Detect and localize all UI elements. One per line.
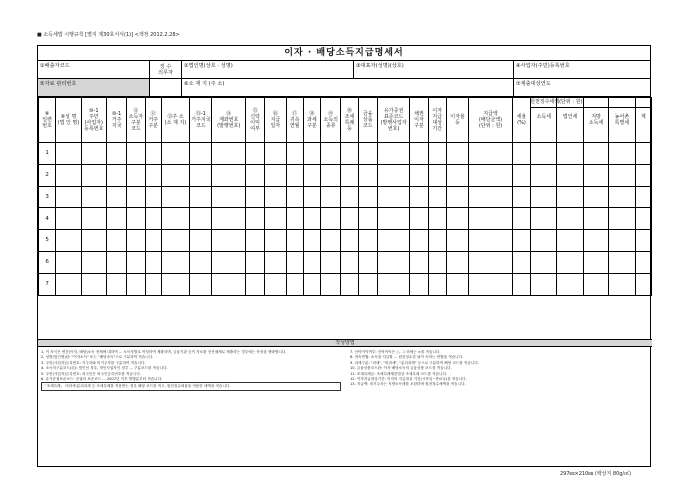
entry-cell[interactable] — [377, 251, 409, 273]
instruction-item: 3. 주민(사업자)등록번호: 거주자와 비거주자를 구분하여 적습니다. — [41, 360, 146, 365]
entry-cell[interactable] — [81, 186, 106, 208]
entry-cell[interactable] — [428, 143, 446, 165]
column-header-21: 지급액 (배당금액) (단위 : 원) — [469, 98, 513, 143]
column-header-3: ⑩-1 주민 (사업자) 등록번호 — [81, 98, 106, 143]
column-header-7: ⑬주 소 (소 재 지) — [161, 98, 189, 143]
column-header-8: ⑬-1 거주지국 코드 — [190, 98, 212, 143]
instruction-item: 9. 과세구분: "과세", "비과세", "분리과세" 등으로 구분하여 해당 코드를 적습니다. — [350, 360, 479, 365]
column-header-12: ⑰ 귀속 연월 — [286, 98, 303, 143]
entry-cell[interactable] — [358, 208, 377, 230]
entry-cell[interactable] — [583, 208, 608, 230]
column-header-25: 지방 소득세 — [583, 98, 608, 143]
entry-cell[interactable] — [635, 186, 651, 208]
entry-cell[interactable] — [265, 251, 286, 273]
entry-cell[interactable] — [410, 143, 428, 165]
entry-cell[interactable] — [212, 186, 245, 208]
entry-cell[interactable] — [446, 208, 468, 230]
entry-cell[interactable] — [127, 186, 145, 208]
entry-cell[interactable] — [531, 230, 557, 252]
withholding-tax-group-label: 원천징수세액(단위 : 원) — [530, 97, 557, 108]
column-header-18: 채권 이자 구분 — [410, 98, 428, 143]
entry-cell[interactable] — [321, 273, 341, 295]
entry-cell[interactable] — [583, 230, 608, 252]
entry-cell[interactable] — [127, 230, 145, 252]
entry-cell[interactable] — [321, 186, 341, 208]
entry-cell[interactable] — [583, 273, 608, 295]
column-header-22: 세율 (%) — [512, 98, 530, 143]
data-management-number-field[interactable]: ⑤자료 관리번호 — [38, 79, 150, 96]
column-header-11: ⑯ 지급 일자 — [265, 98, 286, 143]
entry-cell[interactable] — [161, 143, 189, 165]
entry-cell[interactable] — [212, 164, 245, 186]
entry-cell[interactable] — [341, 230, 358, 252]
entry-cell[interactable] — [358, 230, 377, 252]
entry-cell[interactable] — [81, 164, 106, 186]
entry-cell[interactable] — [303, 208, 320, 230]
entry-cell[interactable] — [81, 273, 106, 295]
entry-cell[interactable] — [377, 230, 409, 252]
entry-cell[interactable] — [446, 164, 468, 186]
entry-cell[interactable] — [428, 186, 446, 208]
entry-cell[interactable] — [583, 186, 608, 208]
row-number: 2 — [39, 164, 56, 186]
column-header-9: ⑭ 계좌번호 (발행번호) — [212, 98, 245, 143]
entry-cell[interactable] — [321, 251, 341, 273]
entry-cell[interactable] — [583, 164, 608, 186]
row-number: 4 — [39, 208, 56, 230]
entry-cell[interactable] — [557, 164, 583, 186]
entry-cell[interactable] — [245, 208, 264, 230]
column-header-20: 이자율 등 — [446, 98, 468, 143]
entry-cell[interactable] — [161, 230, 189, 252]
entry-cell[interactable] — [358, 273, 377, 295]
entry-cell[interactable] — [106, 143, 126, 165]
entry-cell[interactable] — [56, 143, 81, 165]
entry-cell[interactable] — [341, 164, 358, 186]
business-number-field[interactable]: ④사업자(주민)등록번호 — [516, 63, 570, 69]
entry-cell[interactable] — [557, 251, 583, 273]
entry-cell[interactable] — [106, 208, 126, 230]
entry-cell[interactable] — [341, 208, 358, 230]
table-row — [39, 186, 652, 208]
entry-cell[interactable] — [161, 164, 189, 186]
withholding-agent-label: 징 수 의무자 — [150, 61, 182, 78]
entry-cell[interactable] — [245, 273, 264, 295]
entry-cell[interactable] — [286, 186, 303, 208]
entry-cell[interactable] — [321, 143, 341, 165]
column-header-17: 유가증권 표준코드 (발행사업자 번호) — [377, 98, 409, 143]
entry-cell[interactable] — [446, 251, 468, 273]
entry-cell[interactable] — [410, 273, 428, 295]
entry-cell[interactable] — [469, 273, 513, 295]
entry-cell[interactable] — [303, 143, 320, 165]
entry-cell[interactable] — [127, 164, 145, 186]
entry-cell[interactable] — [377, 208, 409, 230]
entry-cell[interactable] — [358, 186, 377, 208]
column-header-2: ⑨성 명 (법 인 명) — [56, 98, 81, 143]
instruction-boxed-note: 「조세특례」 비과세·분리과세 등 조세특례를 적용받는 경우 해당 코드를 적고, 원천징수세율을 적용한 세액을 적습니다. — [41, 382, 341, 391]
entry-cell[interactable] — [286, 164, 303, 186]
entry-cell[interactable] — [145, 251, 161, 273]
entry-cell[interactable] — [106, 230, 126, 252]
submission-year-field[interactable]: ⑦제출대상연도 — [516, 81, 551, 87]
entry-cell[interactable] — [531, 186, 557, 208]
entry-cell[interactable] — [635, 230, 651, 252]
entry-cell[interactable] — [428, 273, 446, 295]
entry-cell[interactable] — [145, 164, 161, 186]
instruction-item: 4. 소득자구분코드(⑪): 법인인 경우, 개인사업자인 경우 ... 구분코드를 적습니다. — [41, 366, 168, 371]
table-row — [39, 164, 652, 186]
column-header-16: 금융 상품 코드 — [358, 98, 377, 143]
table-row — [39, 143, 652, 165]
instruction-item: 12. 이자지급대상기간: 이자의 지급대상 기간(시작일~종료일)을 적습니다. — [350, 376, 467, 381]
entry-cell[interactable] — [469, 186, 513, 208]
header-row-2 — [38, 79, 650, 97]
entry-cell[interactable] — [56, 186, 81, 208]
entry-cell[interactable] — [212, 273, 245, 295]
entry-cell[interactable] — [303, 186, 320, 208]
submitter-code-field[interactable]: ①배출자코드 — [38, 61, 150, 78]
entry-cell[interactable] — [127, 251, 145, 273]
entry-cell[interactable] — [609, 230, 635, 252]
entry-cell[interactable] — [358, 143, 377, 165]
column-header-19: 이자 지급 대상 기간 — [428, 98, 446, 143]
entry-cell[interactable] — [469, 143, 513, 165]
entry-cell[interactable] — [303, 230, 320, 252]
entry-cell[interactable] — [106, 251, 126, 273]
column-header-1: ⑧ 일련 번호 — [39, 98, 56, 143]
entry-cell[interactable] — [106, 273, 126, 295]
entry-cell[interactable] — [190, 208, 212, 230]
entry-cell[interactable] — [609, 186, 635, 208]
entry-cell[interactable] — [106, 164, 126, 186]
entry-cell[interactable] — [512, 164, 530, 186]
entry-cell[interactable] — [377, 186, 409, 208]
paper-size-note: 297㎜×210㎜ (백상지 80g/㎡) — [560, 471, 632, 477]
entry-cell[interactable] — [410, 251, 428, 273]
entry-cell[interactable] — [286, 143, 303, 165]
entry-cell[interactable] — [428, 164, 446, 186]
entry-cell[interactable] — [531, 143, 557, 165]
entry-cell[interactable] — [512, 273, 530, 295]
withholding-agent-spacer — [150, 79, 182, 96]
entry-cell[interactable] — [377, 273, 409, 295]
form-title: 이자 · 배당소득지급명세서 — [38, 46, 650, 61]
entry-cell[interactable] — [265, 186, 286, 208]
entry-cell[interactable] — [145, 273, 161, 295]
entry-cell[interactable] — [358, 251, 377, 273]
entry-cell[interactable] — [377, 143, 409, 165]
table-body — [39, 143, 652, 296]
entry-cell[interactable] — [265, 164, 286, 186]
entry-cell[interactable] — [245, 164, 264, 186]
column-header-10: ⑮ 신탁 이익 여부 — [245, 98, 264, 143]
entry-cell[interactable] — [428, 230, 446, 252]
instruction-item: 6. 유가증권표준코드: 증권의 표준코드 ... 2007년 이후 발행분부터 적습니다. — [41, 376, 163, 381]
entry-cell[interactable] — [56, 251, 81, 273]
entry-cell[interactable] — [145, 208, 161, 230]
entry-cell[interactable] — [635, 273, 651, 295]
entry-cell[interactable] — [512, 251, 530, 273]
instructions-title: 작성방법 — [38, 339, 652, 347]
instruction-item: 8. 귀속연월: 소득을 지급할 ... 원천징수한 날이 속하는 연월을 적습니다. — [350, 355, 464, 360]
table-row — [39, 230, 652, 252]
row-number: 5 — [39, 230, 56, 252]
entry-cell[interactable] — [56, 230, 81, 252]
column-header-15: ⑳ 조세 특례 등 — [341, 98, 358, 143]
entry-cell[interactable] — [161, 273, 189, 295]
entry-cell[interactable] — [557, 186, 583, 208]
entry-cell[interactable] — [410, 230, 428, 252]
table-row — [39, 273, 652, 295]
entry-cell[interactable] — [127, 143, 145, 165]
instruction-item: 11. 조세특례등: 조세특례제한법상 조세특례 코드를 적습니다. — [350, 371, 448, 376]
entry-cell[interactable] — [286, 273, 303, 295]
entry-cell[interactable] — [56, 208, 81, 230]
entry-cell[interactable] — [583, 251, 608, 273]
representative-field[interactable]: ③대표자(성명)(상호) — [354, 61, 514, 78]
entry-cell[interactable] — [469, 251, 513, 273]
column-header-14: ⑲ 소득의 종류 — [321, 98, 341, 143]
entry-cell[interactable] — [286, 230, 303, 252]
entry-cell[interactable] — [303, 273, 320, 295]
header-row-1 — [38, 61, 650, 79]
entry-cell[interactable] — [190, 164, 212, 186]
entry-cell[interactable] — [127, 273, 145, 295]
entry-cell[interactable] — [190, 143, 212, 165]
entry-cell[interactable] — [245, 251, 264, 273]
instructions-left — [41, 350, 341, 392]
entry-cell[interactable] — [265, 230, 286, 252]
entry-cell[interactable] — [265, 143, 286, 165]
entry-cell[interactable] — [321, 208, 341, 230]
entry-cell[interactable] — [557, 208, 583, 230]
address-field[interactable]: ⑥소 재 지 (주 소) — [182, 79, 514, 96]
column-header-27: 계 — [635, 98, 651, 143]
column-header-23: 원천징수세액(단위 : 원) 소득세 — [531, 98, 557, 143]
entry-cell[interactable] — [635, 164, 651, 186]
entry-cell[interactable] — [190, 251, 212, 273]
entry-cell[interactable] — [531, 208, 557, 230]
form-frame — [37, 45, 651, 467]
entry-cell[interactable] — [469, 230, 513, 252]
entry-cell[interactable] — [341, 186, 358, 208]
instruction-item: 7. 신탁이익여부: 신탁이익은 ○, 그 외에는 ×를 적습니다. — [350, 350, 441, 354]
entry-cell[interactable] — [557, 143, 583, 165]
column-header-24: 법인세 — [557, 98, 583, 143]
row-number: 3 — [39, 186, 56, 208]
entry-cell[interactable] — [446, 143, 468, 165]
entry-cell[interactable] — [212, 208, 245, 230]
form-reference-note: ■ 소득세법 시행규칙 [별지 제30호서식(1)] <개정 2012.2.28> — [37, 32, 180, 38]
entry-cell[interactable] — [410, 164, 428, 186]
entry-cell[interactable] — [303, 164, 320, 186]
entry-cell[interactable] — [212, 143, 245, 165]
column-header-13: ⑱ 과세 구분 — [303, 98, 320, 143]
entry-cell[interactable] — [583, 143, 608, 165]
entry-cell[interactable] — [428, 251, 446, 273]
entry-cell[interactable] — [161, 251, 189, 273]
entry-cell[interactable] — [106, 186, 126, 208]
entry-cell[interactable] — [81, 230, 106, 252]
entry-cell[interactable] — [446, 230, 468, 252]
row-number: 6 — [39, 251, 56, 273]
table-row — [39, 251, 652, 273]
entry-cell[interactable] — [512, 186, 530, 208]
entry-cell[interactable] — [609, 164, 635, 186]
table-row — [39, 208, 652, 230]
entry-cell[interactable] — [81, 251, 106, 273]
entry-cell[interactable] — [145, 230, 161, 252]
entry-cell[interactable] — [410, 208, 428, 230]
entry-cell[interactable] — [56, 164, 81, 186]
entry-cell[interactable] — [81, 143, 106, 165]
table-header-row — [39, 98, 652, 143]
entry-cell[interactable] — [428, 208, 446, 230]
entry-cell[interactable] — [161, 208, 189, 230]
entry-cell[interactable] — [531, 273, 557, 295]
entry-cell[interactable] — [377, 164, 409, 186]
instruction-item: 10. 금융상품코드란: 이자·배당소득의 금융상품 코드를 적습니다. — [350, 366, 452, 371]
entry-cell[interactable] — [190, 273, 212, 295]
instruction-item: 5. 주민(사업자)등록번호: 외국인은 외국인등록번호를 적습니다. — [41, 371, 141, 376]
entry-cell[interactable] — [321, 164, 341, 186]
entry-cell[interactable] — [469, 208, 513, 230]
payment-details-table — [38, 97, 652, 296]
entry-cell[interactable] — [265, 273, 286, 295]
entry-cell[interactable] — [557, 230, 583, 252]
instructions-right — [350, 350, 648, 388]
entry-cell[interactable] — [531, 164, 557, 186]
row-number: 7 — [39, 273, 56, 295]
entry-cell[interactable] — [469, 164, 513, 186]
entry-cell[interactable] — [341, 143, 358, 165]
entry-cell[interactable] — [127, 208, 145, 230]
entry-cell[interactable] — [635, 208, 651, 230]
row-number: 1 — [39, 143, 56, 165]
entry-cell[interactable] — [303, 251, 320, 273]
entry-cell[interactable] — [358, 164, 377, 186]
entry-cell[interactable] — [245, 186, 264, 208]
entry-cell[interactable] — [410, 186, 428, 208]
entry-cell[interactable] — [190, 186, 212, 208]
entry-cell[interactable] — [512, 143, 530, 165]
entry-cell[interactable] — [286, 208, 303, 230]
entry-cell[interactable] — [245, 230, 264, 252]
entry-cell[interactable] — [286, 251, 303, 273]
entry-cell[interactable] — [265, 208, 286, 230]
entry-cell[interactable] — [446, 186, 468, 208]
entry-cell[interactable] — [190, 230, 212, 252]
entry-cell[interactable] — [446, 273, 468, 295]
instruction-item: 2. 성명(법인명)란: "이자소득" 또는 "배당소득"으로 구분하여 적습니다. — [41, 355, 154, 360]
entry-cell[interactable] — [212, 230, 245, 252]
entry-cell[interactable] — [512, 230, 530, 252]
entry-cell[interactable] — [161, 186, 189, 208]
entry-cell[interactable] — [245, 143, 264, 165]
instruction-item: 13. 지급액: 비거주자는 지방소득세를 포함하며 원천징수세액을 적습니다. — [350, 382, 466, 387]
column-header-6: ⑫ 거주 구분 — [145, 98, 161, 143]
entry-cell[interactable] — [81, 208, 106, 230]
entry-cell[interactable] — [145, 186, 161, 208]
entry-cell[interactable] — [341, 273, 358, 295]
entry-cell[interactable] — [56, 273, 81, 295]
entry-cell[interactable] — [341, 251, 358, 273]
column-header-26: 농어촌 특별세 — [609, 98, 635, 143]
entry-cell[interactable] — [635, 251, 651, 273]
entry-cell[interactable] — [321, 230, 341, 252]
column-header-4: ⑩-1 거주 지국 — [106, 98, 126, 143]
entry-cell[interactable] — [635, 143, 651, 165]
instruction-item: 1. 이 서식은 연간(이자, 배당)소득 전체에 대하여 ... 소득자별로 작성하여 제출하며, 금융기관 등이 자료를 전산매체로 제출하는 경우에는 작성을 생략합니다. — [41, 350, 287, 354]
entry-cell[interactable] — [531, 251, 557, 273]
entry-cell[interactable] — [557, 273, 583, 295]
entry-cell[interactable] — [609, 208, 635, 230]
column-header-5: ⑪ 소득자 구분 코드 — [127, 98, 145, 143]
entry-cell[interactable] — [212, 251, 245, 273]
entry-cell[interactable] — [609, 143, 635, 165]
entry-cell[interactable] — [609, 251, 635, 273]
entry-cell[interactable] — [609, 273, 635, 295]
entry-cell[interactable] — [145, 143, 161, 165]
entry-cell[interactable] — [512, 208, 530, 230]
company-name-field[interactable]: ②법인명(상호 · 성명) — [182, 61, 354, 78]
